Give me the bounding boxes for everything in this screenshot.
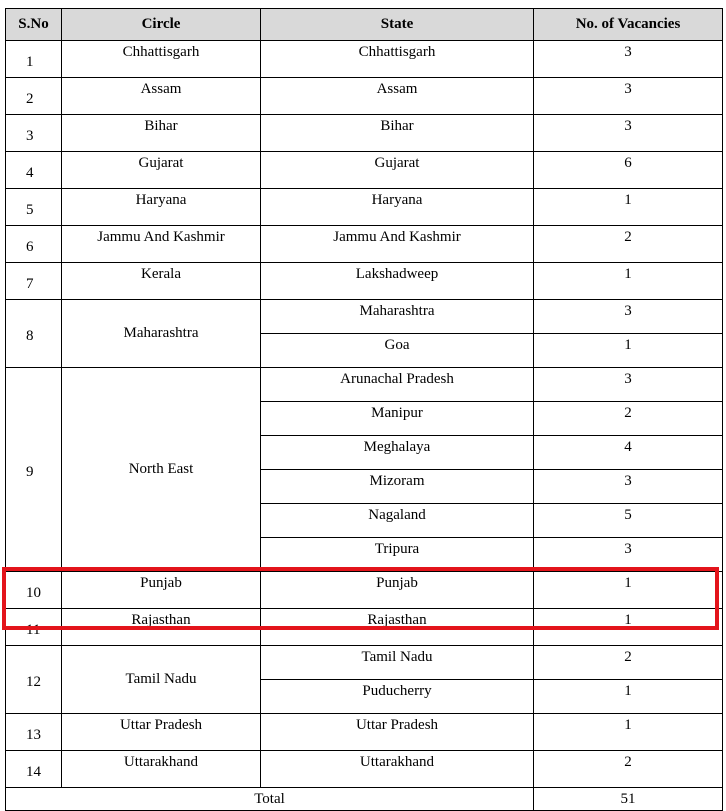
vacancies-cell: 2	[534, 646, 723, 680]
vacancies-cell: 2	[534, 402, 723, 436]
vacancies-cell: 2	[534, 751, 723, 788]
circle-cell: North East	[62, 368, 261, 572]
vacancies-cell: 1	[534, 189, 723, 226]
table-row	[6, 41, 723, 78]
sno-cell: 12	[6, 646, 62, 714]
sno-cell: 2	[6, 78, 62, 115]
sno-cell: 13	[6, 714, 62, 751]
state-cell: Bihar	[261, 115, 534, 152]
circle-cell: Gujarat	[62, 152, 261, 189]
sno-cell: 8	[6, 300, 62, 368]
vacancies-cell: 2	[534, 226, 723, 263]
vacancies-cell: 3	[534, 115, 723, 152]
state-cell: Lakshadweep	[261, 263, 534, 300]
vacancies-cell: 5	[534, 504, 723, 538]
vacancies-cell: 1	[534, 680, 723, 714]
sno-cell: 7	[6, 263, 62, 300]
header-state: State	[261, 9, 534, 41]
circle-cell: Jammu And Kashmir	[62, 226, 261, 263]
state-cell: Assam	[261, 78, 534, 115]
state-cell: Arunachal Pradesh	[261, 368, 534, 402]
vacancies-cell: 3	[534, 78, 723, 115]
state-cell: Nagaland	[261, 504, 534, 538]
table-row	[6, 226, 723, 263]
state-cell: Manipur	[261, 402, 534, 436]
state-cell: Punjab	[261, 572, 534, 609]
state-cell: Uttar Pradesh	[261, 714, 534, 751]
header-sno: S.No	[6, 9, 62, 41]
table-row	[6, 78, 723, 115]
circle-cell: Uttarakhand	[62, 751, 261, 788]
total-value: 51	[534, 788, 723, 811]
table-row	[6, 714, 723, 751]
circle-cell: Tamil Nadu	[62, 646, 261, 714]
sno-cell: 14	[6, 751, 62, 788]
vacancies-cell: 1	[534, 334, 723, 368]
state-cell: Rajasthan	[261, 609, 534, 646]
circle-cell: Assam	[62, 78, 261, 115]
state-cell: Jammu And Kashmir	[261, 226, 534, 263]
state-cell: Puducherry	[261, 680, 534, 714]
vacancy-table	[5, 8, 723, 811]
circle-cell: Maharashtra	[62, 300, 261, 368]
circle-cell: Haryana	[62, 189, 261, 226]
state-cell: Tamil Nadu	[261, 646, 534, 680]
circle-cell: Uttar Pradesh	[62, 714, 261, 751]
vacancies-cell: 3	[534, 300, 723, 334]
circle-cell: Rajasthan	[62, 609, 261, 646]
vacancies-cell: 3	[534, 538, 723, 572]
state-cell: Goa	[261, 334, 534, 368]
total-row	[6, 788, 723, 811]
table-row	[6, 300, 723, 334]
sno-cell: 11	[6, 609, 62, 646]
table-row	[6, 646, 723, 680]
state-cell: Uttarakhand	[261, 751, 534, 788]
state-cell: Tripura	[261, 538, 534, 572]
table-row	[6, 609, 723, 646]
state-cell: Meghalaya	[261, 436, 534, 470]
vacancies-cell: 3	[534, 41, 723, 78]
sno-cell: 6	[6, 226, 62, 263]
table-row	[6, 572, 723, 609]
sno-cell: 9	[6, 368, 62, 572]
table-row	[6, 263, 723, 300]
table-row	[6, 152, 723, 189]
header-vacancies: No. of Vacancies	[534, 9, 723, 41]
vacancies-cell: 1	[534, 263, 723, 300]
state-cell: Gujarat	[261, 152, 534, 189]
table-row	[6, 751, 723, 788]
sno-cell: 4	[6, 152, 62, 189]
state-cell: Maharashtra	[261, 300, 534, 334]
vacancies-cell: 4	[534, 436, 723, 470]
state-cell: Haryana	[261, 189, 534, 226]
header-circle: Circle	[62, 9, 261, 41]
table-row	[6, 115, 723, 152]
circle-cell: Punjab	[62, 572, 261, 609]
sno-cell: 3	[6, 115, 62, 152]
vacancies-cell: 1	[534, 609, 723, 646]
sno-cell: 10	[6, 572, 62, 609]
table-row	[6, 189, 723, 226]
sno-cell: 1	[6, 41, 62, 78]
vacancies-cell: 3	[534, 470, 723, 504]
vacancies-cell: 1	[534, 714, 723, 751]
vacancies-cell: 1	[534, 572, 723, 609]
circle-cell: Kerala	[62, 263, 261, 300]
header-row	[6, 9, 723, 41]
vacancies-cell: 3	[534, 368, 723, 402]
circle-cell: Bihar	[62, 115, 261, 152]
state-cell: Chhattisgarh	[261, 41, 534, 78]
total-label: Total	[6, 788, 534, 811]
table-row	[6, 368, 723, 402]
sno-cell: 5	[6, 189, 62, 226]
state-cell: Mizoram	[261, 470, 534, 504]
table-body	[6, 41, 723, 788]
vacancies-cell: 6	[534, 152, 723, 189]
circle-cell: Chhattisgarh	[62, 41, 261, 78]
